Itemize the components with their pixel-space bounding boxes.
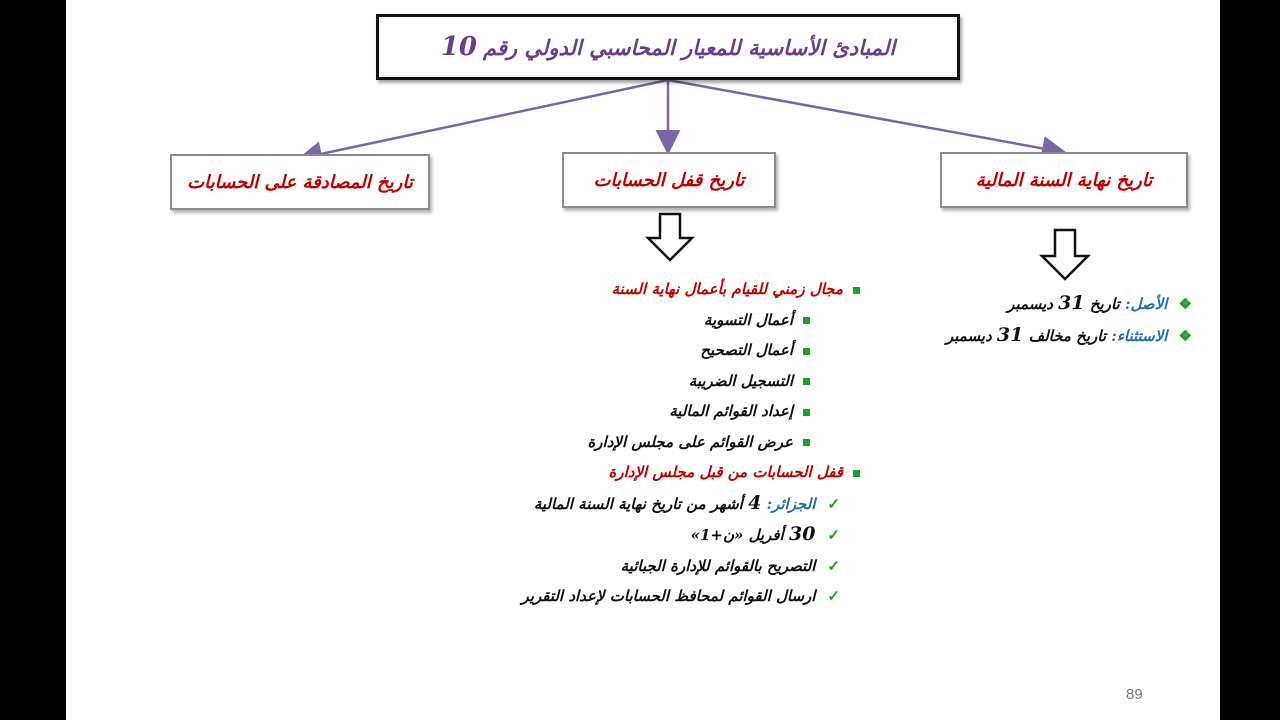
title-text: المبادئ الأساسية للمعيار المحاسبي الدولي رقم xyxy=(483,34,896,60)
middle-list xyxy=(522,274,860,612)
check-item-text: التصريح بالقوائم للإدارة الجبائية xyxy=(620,556,816,575)
square-bullet-icon xyxy=(803,409,810,416)
box-accounts-closing xyxy=(562,152,776,208)
check-item xyxy=(522,519,840,551)
right-list xyxy=(946,288,1192,352)
middle-heading-2 xyxy=(522,457,860,488)
list-item-text: التسجيل الضريبة xyxy=(688,371,793,390)
connector-right xyxy=(668,80,1062,152)
middle-heading-1 xyxy=(522,274,860,305)
diamond-bullet-icon: ❖ xyxy=(1178,295,1192,313)
checkmark-icon: ✓ xyxy=(827,494,840,513)
check-item xyxy=(522,581,840,612)
box-accounts-approval xyxy=(170,154,430,210)
list-item xyxy=(522,396,810,427)
list-item-text: عرض القوائم على مجلس الإدارة xyxy=(587,432,793,451)
list-item xyxy=(522,305,810,336)
square-bullet-icon xyxy=(803,378,810,385)
list-item xyxy=(522,366,810,397)
check-item-text: ارسال القوائم لمحافظ الحسابات لإعداد التقرير xyxy=(521,587,816,605)
list-item xyxy=(522,335,810,366)
algeria-label: الجزائر: xyxy=(766,494,816,513)
exception-label: الاستثناء: xyxy=(1111,327,1168,345)
middle-heading-2-text: قفل الحسابات من قبل مجلس الإدارة xyxy=(608,463,843,481)
exception-text-before: تاريخ مخالف xyxy=(1028,327,1107,345)
list-item-text: أعمال التصحيح xyxy=(700,341,793,359)
down-arrow-middle xyxy=(648,214,692,260)
rule-text-before: تاريخ xyxy=(1089,295,1120,313)
box-fiscal-year-end-label: تاريخ نهاية السنة المالية xyxy=(975,169,1153,191)
down-arrow-right xyxy=(1042,230,1088,279)
box-fiscal-year-end xyxy=(940,152,1188,208)
title-number: 10 xyxy=(440,32,478,62)
right-list-item xyxy=(946,320,1192,352)
months-number: 4 xyxy=(748,491,762,514)
check-item-text: أفريل «ن+1» xyxy=(690,526,784,544)
square-bullet-icon xyxy=(853,470,860,477)
square-bullet-icon xyxy=(803,317,810,324)
list-item-text: أعمال التسوية xyxy=(703,310,793,329)
rule-number: 31 xyxy=(1058,292,1085,314)
middle-heading-1-text: مجال زمني للقيام بأعمال نهاية السنة xyxy=(611,280,843,298)
box-accounts-approval-label: تاريخ المصادقة على الحسابات xyxy=(187,171,413,193)
square-bullet-icon xyxy=(803,348,810,355)
connector-left xyxy=(302,80,668,158)
check-item xyxy=(522,488,840,520)
right-list-item xyxy=(946,288,1192,320)
rule-label: الأصل: xyxy=(1124,295,1168,313)
exception-text-after: ديسمبر xyxy=(945,327,992,345)
checkmark-icon: ✓ xyxy=(827,587,840,605)
checkmark-icon: ✓ xyxy=(827,556,840,575)
diamond-bullet-icon: ❖ xyxy=(1178,327,1192,345)
square-bullet-icon xyxy=(853,287,860,294)
list-item-text: إعداد القوائم المالية xyxy=(669,402,793,420)
exception-number: 31 xyxy=(996,324,1024,346)
page-number: 89 xyxy=(1126,686,1143,703)
day-number: 30 xyxy=(788,523,816,545)
rule-text-after: ديسمبر xyxy=(1007,295,1053,313)
box-accounts-closing-label: تاريخ قفل الحسابات xyxy=(593,169,745,191)
list-item xyxy=(522,427,810,458)
checkmark-icon: ✓ xyxy=(827,526,840,544)
check-item-text: أشهر من تاريخ نهاية السنة المالية xyxy=(533,494,743,513)
square-bullet-icon xyxy=(803,439,810,446)
check-item xyxy=(522,551,840,582)
title-box xyxy=(376,14,960,80)
